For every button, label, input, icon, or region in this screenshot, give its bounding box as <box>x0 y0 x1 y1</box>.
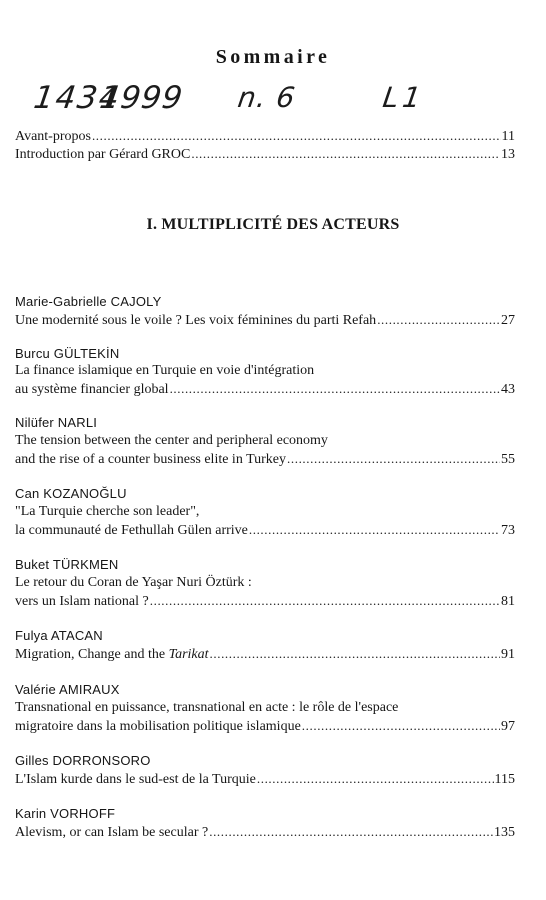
toc-entry-title: The tension between the center and peripheral economy <box>15 433 328 448</box>
handwritten-annotation-issue: n. 6 <box>235 81 298 114</box>
toc-entry-title-line <box>15 823 515 841</box>
handwritten-annotation-year: 1999 <box>97 80 186 116</box>
dot-leader <box>257 770 494 788</box>
toc-entry-title-line <box>15 450 515 468</box>
toc-page-number: 55 <box>501 452 515 467</box>
entry-author: Burcu GÜLTEKİN <box>15 346 120 361</box>
toc-entry-title-line <box>15 645 515 663</box>
entry-author: Valérie AMIRAUX <box>15 682 120 697</box>
toc-entry-title: Alevism, or can Islam be secular ? <box>15 825 209 840</box>
toc-entry-title: Transnational en puissance, transnational en acte : le rôle de l'espace <box>15 700 399 715</box>
toc-entry-title: L'Islam kurde dans le sud-est de la Turquie <box>15 772 256 787</box>
toc-page-number: 97 <box>501 719 515 734</box>
toc-entry-title-line <box>15 717 515 735</box>
toc-entry-title: la communauté de Fethullah Gülen arrive <box>15 523 248 538</box>
toc-entry-title-italic: Tarikat <box>168 647 209 662</box>
dot-leader <box>249 521 500 539</box>
toc-entry-title-line <box>15 770 515 788</box>
page-title: Sommaire <box>215 46 331 68</box>
handwritten-annotation-number: 1434 <box>31 80 124 116</box>
toc-entry-title-prefix: Migration, Change and the <box>15 647 169 662</box>
entry-author: Marie-Gabrielle CAJOLY <box>15 294 162 309</box>
toc-entry-title-line <box>15 380 515 398</box>
toc-page-number: 11 <box>501 129 515 144</box>
toc-entry-introduction <box>15 145 515 163</box>
entry-author: Can KOZANOĞLU <box>15 486 127 501</box>
entry-author: Karin VORHOFF <box>15 806 116 821</box>
entry-author: Buket TÜRKMEN <box>15 557 119 572</box>
toc-entry-title <box>15 646 209 664</box>
dot-leader <box>191 145 500 163</box>
toc-page-number: 81 <box>501 594 515 609</box>
toc-entry-title: Introduction par Gérard GROC <box>15 147 191 162</box>
entry-author: Fulya ATACAN <box>15 628 103 643</box>
toc-page-number: 135 <box>494 825 515 840</box>
dot-leader <box>377 311 500 329</box>
toc-entry-avant-propos <box>15 127 515 145</box>
dot-leader <box>92 127 501 145</box>
toc-entry-title: au système financier global <box>15 382 169 397</box>
toc-entry-title: vers un Islam national ? <box>15 594 149 609</box>
handwritten-annotation-code: L1 <box>380 81 427 114</box>
dot-leader <box>210 645 500 663</box>
entry-author: Gilles DORRONSORO <box>15 753 151 768</box>
toc-entry-title-line <box>15 311 515 329</box>
toc-entry-title: Avant-propos <box>15 129 91 144</box>
dot-leader <box>209 823 493 841</box>
entry-author: Nilüfer NARLI <box>15 415 98 430</box>
toc-entry-title: and the rise of a counter business elite in Turkey <box>15 452 287 467</box>
toc-entry-title-line <box>15 521 515 539</box>
toc-entry-title: "La Turquie cherche son leader", <box>15 504 200 519</box>
toc-page-number: 43 <box>501 382 515 397</box>
toc-entry-title-line <box>15 592 515 610</box>
toc-entry-title: migratoire dans la mobilisation politique islamique <box>15 719 301 734</box>
dot-leader <box>302 717 500 735</box>
section-heading: I. MULTIPLICITÉ DES ACTEURS <box>146 216 400 233</box>
toc-page-number: 73 <box>501 523 515 538</box>
toc-entry-title: Le retour du Coran de Yaşar Nuri Öztürk : <box>15 575 252 590</box>
dot-leader <box>287 450 500 468</box>
toc-entry-title: Une modernité sous le voile ? Les voix féminines du parti Refah <box>15 313 377 328</box>
toc-page-number: 27 <box>501 313 515 328</box>
toc-page-number: 13 <box>501 147 515 162</box>
toc-entry-title: La finance islamique en Turquie en voie d'intégration <box>15 363 315 378</box>
dot-leader <box>170 380 500 398</box>
toc-page-number: 91 <box>501 647 515 662</box>
toc-page-number: 115 <box>494 772 515 787</box>
dot-leader <box>150 592 500 610</box>
